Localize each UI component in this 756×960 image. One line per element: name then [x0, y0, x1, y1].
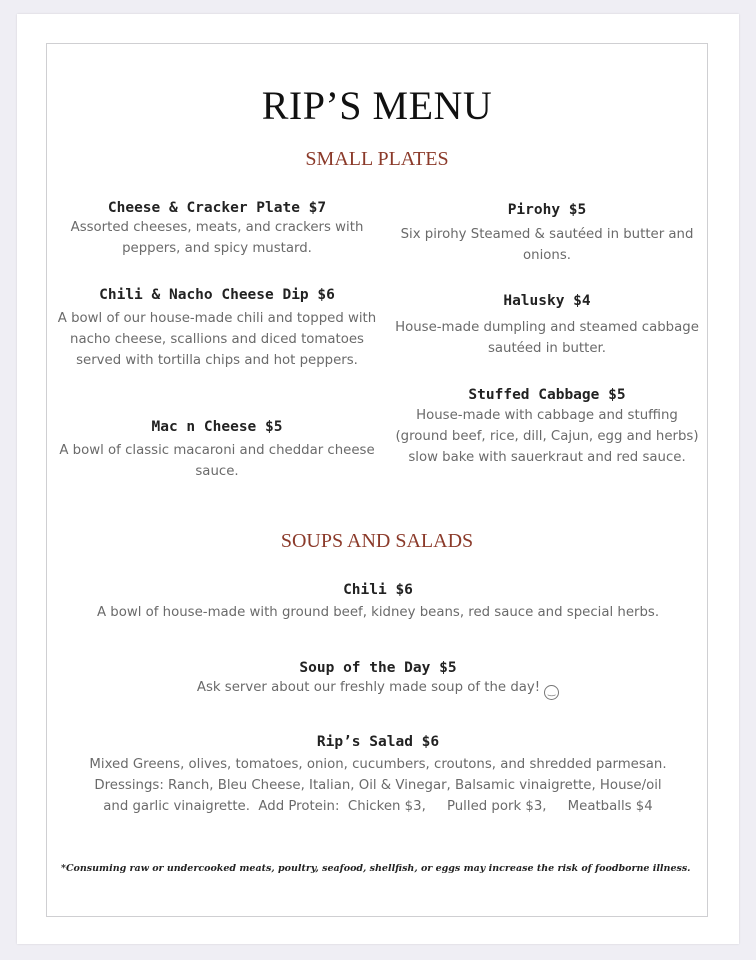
- item-description-line: Mixed Greens, olives, tomatoes, onion, cucumbers, croutons, and shredded parmesan.: [89, 757, 667, 772]
- item-name: Chili & Nacho Cheese Dip $6: [99, 287, 335, 303]
- item-description: A bowl of classic macaroni and cheddar cheese sauce.: [59, 443, 375, 479]
- menu-item: [57, 419, 377, 482]
- item-name: Stuffed Cabbage $5: [468, 387, 626, 403]
- menu-frame: [46, 43, 708, 917]
- item-name: Chili $6: [343, 582, 413, 598]
- section-heading-small-plates: SMALL PLATES: [305, 148, 449, 170]
- menu-item: [389, 202, 705, 266]
- item-description-line: and garlic vinaigrette. Add Protein: Chicken $3, Pulled pork $3, Meatballs $4: [103, 799, 653, 814]
- menu-item: [51, 660, 705, 700]
- menu-item: [51, 582, 705, 623]
- smiley-face-icon: ‿: [544, 685, 559, 700]
- item-description: A bowl of house-made with ground beef, kidney beans, red sauce and special herbs.: [96, 605, 660, 620]
- menu-item: [389, 387, 705, 468]
- menu-item: [51, 734, 705, 817]
- section-heading-soups-and-salads: SOUPS AND SALADS: [280, 530, 474, 552]
- item-name: Soup of the Day $5: [299, 660, 457, 676]
- menu-page: [17, 14, 739, 944]
- menu-title: RIP’S MENU: [261, 83, 493, 128]
- item-description: Six pirohy Steamed & sautéed in butter and onions.: [400, 227, 694, 263]
- item-name: Rip’s Salad $6: [316, 734, 440, 750]
- item-description: House-made dumpling and steamed cabbage sautéed in butter.: [395, 320, 699, 356]
- item-description-line: Dressings: Ranch, Bleu Cheese, Italian, Oil & Vinegar, Balsamic vinaigrette, House/oil: [94, 778, 662, 793]
- item-description: Assorted cheeses, meats, and crackers with peppers, and spicy mustard.: [70, 220, 364, 256]
- item-description: [51, 754, 705, 817]
- item-name: Cheese & Cracker Plate $7: [107, 200, 327, 216]
- item-description: A bowl of our house-made chili and topped with nacho cheese, scallions and diced tomatoes served with tortilla chips and hot peppers.: [57, 311, 377, 368]
- item-name: Halusky $4: [503, 293, 591, 309]
- item-description-text: Ask server about our freshly made soup of the day!: [196, 680, 541, 695]
- item-name: Mac n Cheese $5: [151, 419, 283, 435]
- item-description: [51, 677, 705, 700]
- item-description: House-made with cabbage and stuffing (ground beef, rice, dill, Cajun, egg and herbs) slow bake with sauerkraut and red sauce.: [395, 408, 699, 465]
- menu-item: [57, 287, 377, 371]
- menu-item: [389, 293, 705, 359]
- menu-item: [57, 200, 377, 259]
- food-safety-disclaimer: *Consuming raw or undercooked meats, poultry, seafood, shellfish, or eggs may increase the risk of foodborne illness.: [61, 863, 691, 874]
- item-name: Pirohy $5: [507, 202, 587, 218]
